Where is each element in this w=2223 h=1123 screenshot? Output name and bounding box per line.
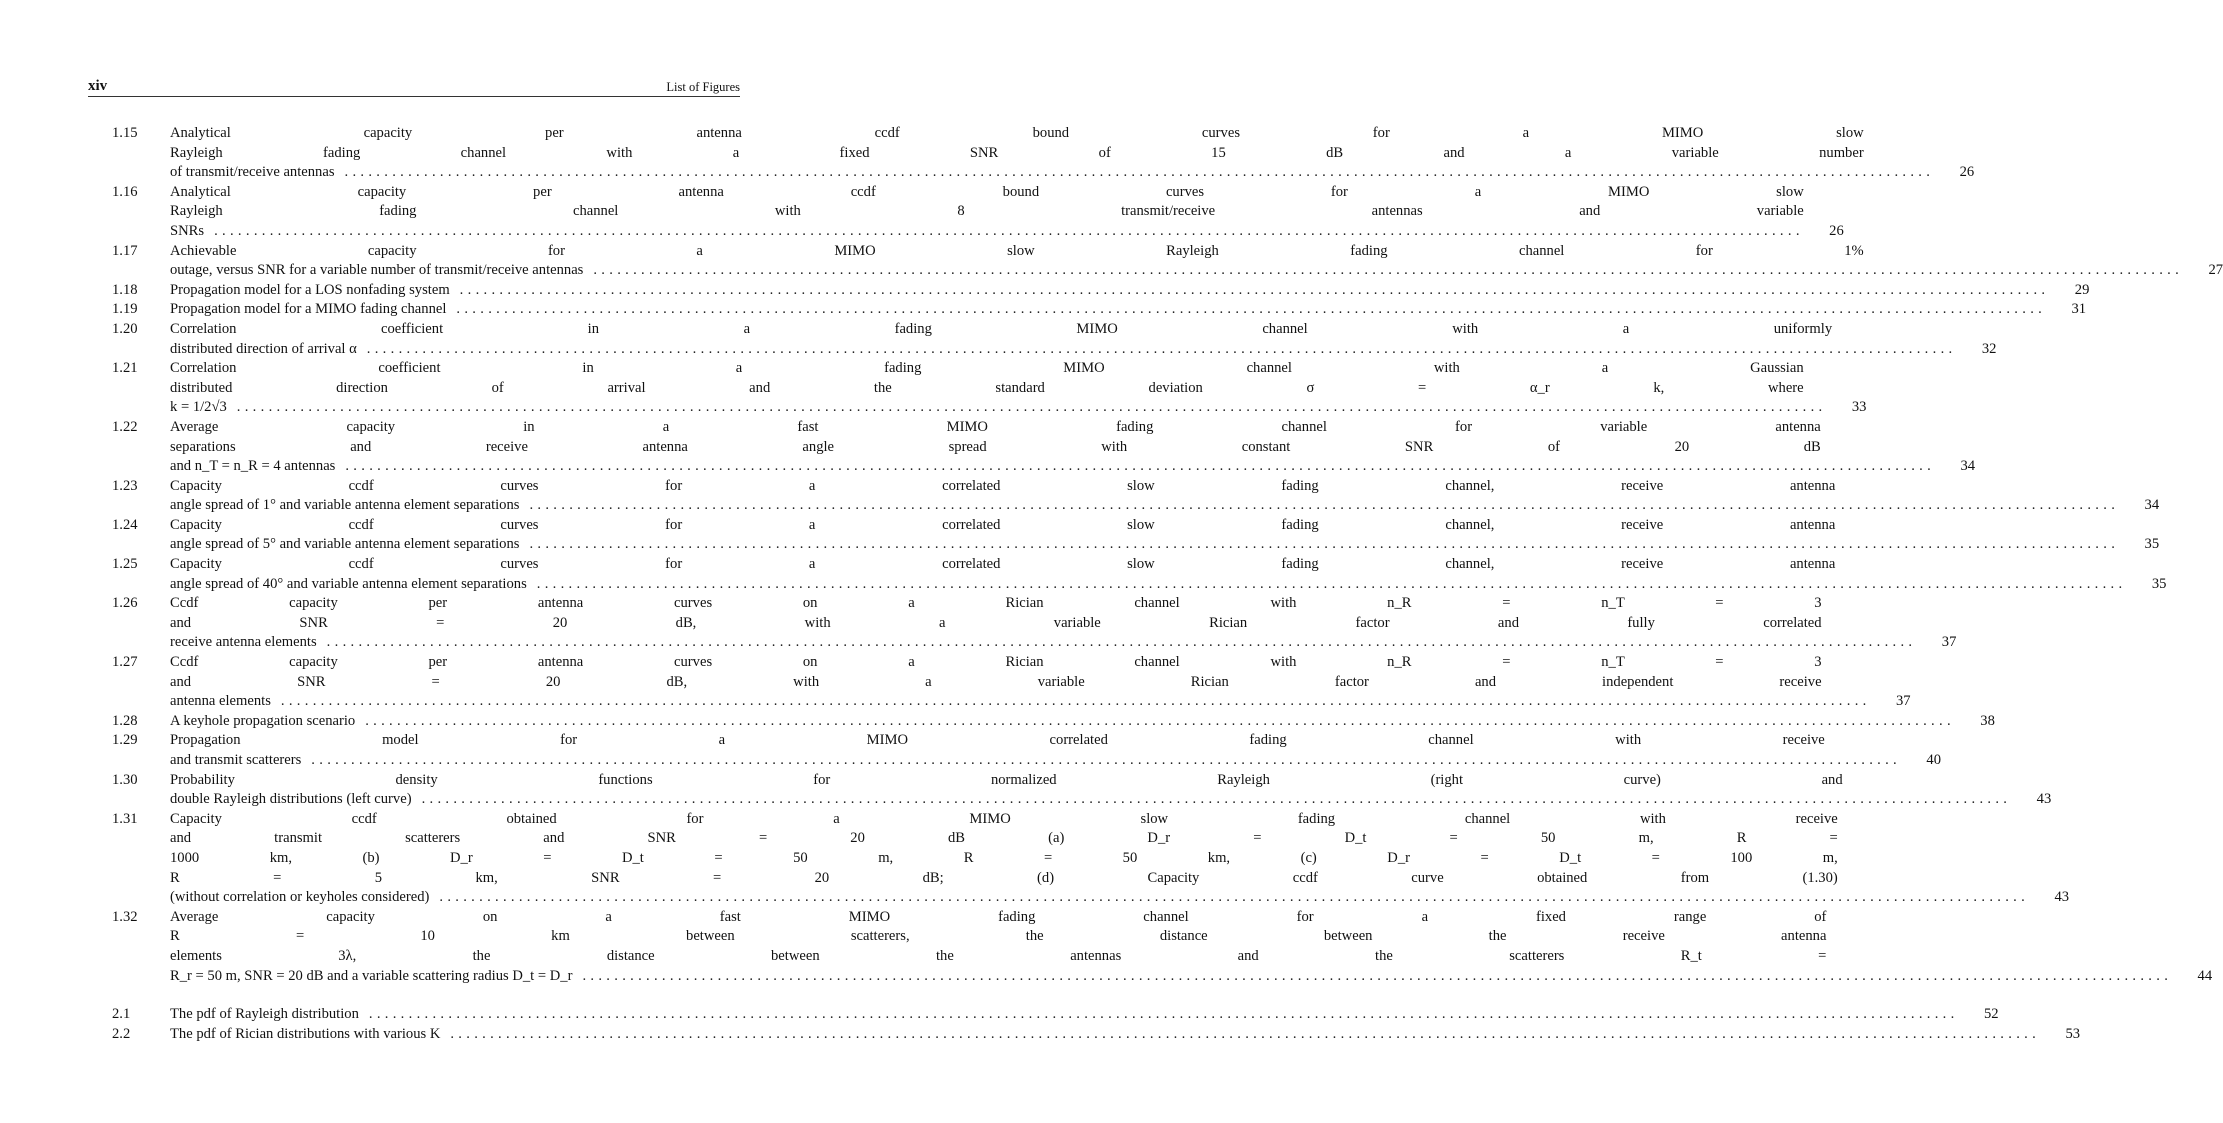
chapter-gap [112,986,741,1005]
figure-number: 1.23 [112,477,138,494]
page-ref-spacer [1804,202,1844,222]
caption-line [170,496,2160,516]
figure-caption [170,418,1976,477]
figure-entry [112,810,2070,908]
caption-line [170,771,1883,791]
figure-entry [112,477,2160,516]
figure-number: 1.21 [112,360,138,377]
page-ref: 34 [2144,497,2160,514]
page-ref-spacer [1825,731,1865,751]
caption-text: R_r = 50 m, SNR = 20 dB and a variable scattering radius D_t = D_r [170,967,573,984]
page-ref-spacer [1826,947,1866,967]
page-ref: 52 [1983,1006,1999,1023]
caption-line [170,242,1904,262]
caption-line [170,163,1975,183]
figure-caption [170,594,1957,653]
figure-number: 2.2 [112,1025,131,1042]
figure-entry [112,359,1867,418]
caption-text: Propagation model for a LOS nonfading system [170,281,450,298]
page-ref: 38 [1980,712,1995,729]
figure-entry [112,1005,1999,1025]
figure-entry [112,771,2052,810]
caption-line [170,379,1844,399]
page-ref-spacer [1838,810,1878,830]
caption-text: of transmit/receive antennas [170,164,335,181]
figure-caption [170,555,2167,594]
figure-number: 1.31 [112,810,138,827]
caption-line [170,261,2223,281]
page-ref-spacer [1826,927,1866,947]
caption-line [170,300,2087,320]
caption-line [170,1025,2081,1045]
figure-caption [170,183,1844,242]
figure-number: 1.28 [112,712,138,729]
page-ref: 29 [2074,281,2090,298]
figure-caption [170,281,2090,301]
caption-line [170,144,1904,164]
page-ref: 43 [2054,889,2070,906]
caption-text: elements 3λ, the distance between the antennas and the scatterers R_t = [170,947,1827,964]
caption-line [170,418,1861,438]
page-ref: 35 [2151,575,2167,592]
page-ref: 33 [1851,399,1867,416]
running-header [88,76,740,97]
page-ref-spacer [1843,771,1883,791]
caption-text: R = 5 km, SNR = 20 dB; (d) Capacity ccdf curve obtained from (1.30) [170,869,1838,886]
dot-leader: ........................................................................................................................................................................................................ [214,222,1804,239]
caption-line [170,281,2090,301]
caption-text: and transmit scatterers [170,752,302,768]
caption-text: k = 1/2√3 [170,399,227,416]
caption-line [170,869,1878,889]
caption-line [170,438,1861,458]
page-ref: 31 [2071,301,2087,318]
caption-text: The pdf of Rayleigh distribution [170,1006,359,1023]
figure-caption [170,300,2087,320]
figure-entry [112,731,1941,770]
figure-number: 1.27 [112,654,138,671]
caption-line [170,124,1904,144]
dot-leader: ........................................................................................................................................................................................................ [421,791,2012,808]
dot-leader: ........................................................................................................................................................................................................ [582,967,2173,984]
page-ref-spacer [1821,438,1861,458]
caption-line [170,751,1941,771]
figure-entry [112,183,1844,242]
figure-entry [112,594,1957,653]
figure-number: 1.32 [112,908,138,925]
caption-text: SNRs [170,222,205,239]
figure-number: 1.26 [112,595,138,612]
page-ref-spacer [1835,555,1875,575]
caption-line [170,947,1866,967]
caption-line [170,535,2160,555]
caption-text: Analytical capacity per antenna ccdf bound curves for a MIMO slow [170,183,1804,200]
figure-number: 1.16 [112,183,138,200]
page-ref: 34 [1960,458,1976,475]
caption-text: and n_T = n_R = 4 antennas [170,458,336,475]
caption-text: Propagation model for a MIMO fading channel [170,301,447,318]
page-ref-spacer [1838,849,1878,869]
dot-leader: ........................................................................................................................................................................................................ [529,536,2120,553]
page-ref: 37 [1896,693,1911,710]
page-ref-spacer [1838,869,1878,889]
figure-caption [170,810,2070,908]
caption-text: Achievable capacity for a MIMO slow Rayleigh fading channel for 1% [170,242,1864,259]
caption-text: receive antenna elements [170,634,317,651]
caption-line [170,731,1865,751]
caption-line [170,790,2052,810]
page-ref-spacer [1821,418,1861,438]
page-ref: 53 [2065,1025,2081,1042]
page-ref: 26 [1829,222,1844,239]
dot-leader: ........................................................................................................................................................................................................ [456,301,2047,318]
caption-line [170,712,1995,732]
dot-leader: ........................................................................................................................................................................................................ [459,281,2050,298]
dot-leader: ........................................................................................................................................................................................................ [345,458,1936,475]
figure-caption [170,516,2160,555]
list-of-figures [112,124,2223,1044]
figure-entry [112,1025,2081,1045]
caption-line [170,575,2167,595]
caption-line [170,222,1844,242]
caption-text: and SNR = 20 dB, with a variable Rician factor and independent receive [170,673,1822,690]
page-ref: 32 [1981,340,1997,357]
figure-caption [170,242,2223,281]
page-ref: 40 [1926,752,1941,768]
figure-caption [170,712,1995,732]
page-ref-spacer [1864,242,1904,262]
figure-number: 1.30 [112,771,138,788]
caption-text: Rayleigh fading channel with 8 transmit/receive antennas and variable [170,203,1804,220]
page-ref-spacer [1835,477,1875,497]
caption-text: Capacity ccdf curves for a correlated slow fading channel, receive antenna [170,477,1836,494]
dot-leader: ........................................................................................................................................................................................................ [368,1006,1959,1023]
caption-line [170,927,1866,947]
caption-text: Analytical capacity per antenna ccdf bound curves for a MIMO slow [170,125,1864,141]
caption-line [170,653,1862,673]
caption-text: outage, versus SNR for a variable number of transmit/receive antennas [170,262,584,279]
caption-text: angle spread of 40° and variable antenna element separations [170,575,527,592]
caption-line [170,516,1875,536]
caption-text: and transmit scatterers and SNR = 20 dB (a) D_r = D_t = 50 m, R = [170,830,1838,847]
caption-text: Ccdf capacity per antenna curves on a Rician channel with n_R = n_T = 3 [170,654,1822,671]
figure-entry [112,418,1976,477]
page-ref-spacer [1826,908,1866,928]
caption-line [170,320,1872,340]
figure-entry [112,300,2087,320]
caption-text: Capacity ccdf obtained for a MIMO slow fading channel with receive [170,810,1838,827]
caption-line [170,614,1862,634]
figure-caption [170,731,1941,770]
caption-line [170,810,1878,830]
caption-text: double Rayleigh distributions (left curve) [170,791,412,808]
figure-caption [170,771,2052,810]
page-ref-spacer [1864,144,1904,164]
figure-entry [112,555,2167,594]
figure-number: 1.15 [112,125,138,141]
figure-caption [170,124,1975,183]
figure-entry [112,712,1995,732]
caption-line [170,183,1844,203]
page-ref-spacer [1804,379,1844,399]
caption-text: Correlation coefficient in a fading MIMO channel with a uniformly [170,320,1833,337]
caption-text: Capacity ccdf curves for a correlated slow fading channel, receive antenna [170,556,1836,573]
caption-text: Correlation coefficient in a fading MIMO channel with a Gaussian [170,360,1804,377]
caption-line [170,202,1844,222]
caption-text: distributed direction of arrival and the standard deviation σ = α_r k, where [170,379,1804,396]
caption-text: distributed direction of arrival α [170,340,357,357]
dot-leader: ........................................................................................................................................................................................................ [593,262,2184,279]
dot-leader: ........................................................................................................................................................................................................ [236,399,1827,416]
page-ref-spacer [1832,320,1872,340]
caption-line [170,457,1976,477]
page-ref: 37 [1941,634,1957,651]
dot-leader: ........................................................................................................................................................................................................ [280,693,1871,710]
caption-line [170,829,1878,849]
page-ref-spacer [1822,653,1862,673]
running-title: List of Figures [666,80,740,94]
page-ref: 35 [2144,536,2160,553]
caption-text: R = 10 km between scatterers, the distance between the receive antenna [170,928,1827,945]
caption-text: and SNR = 20 dB, with a variable Rician factor and fully correlated [170,614,1822,631]
page-ref-spacer [1822,594,1862,614]
dot-leader: ........................................................................................................................................................................................................ [450,1025,2041,1042]
page-number-label: xiv [88,78,108,94]
dot-leader: ........................................................................................................................................................................................................ [439,889,2030,906]
figure-entry [112,242,2223,281]
caption-line [170,1005,1999,1025]
figure-entry [112,320,1997,359]
figure-number: 1.25 [112,556,138,573]
dot-leader: ........................................................................................................................................................................................................ [311,752,1901,768]
caption-text: The pdf of Rician distributions with various K [170,1025,441,1042]
caption-line [170,359,1844,379]
caption-text: Probability density functions for normalized Rayleigh (right curve) and [170,771,1843,788]
page-ref-spacer [1838,829,1878,849]
caption-text: antenna elements [170,693,271,710]
figure-number: 1.20 [112,320,138,337]
caption-text: 1000 km, (b) D_r = D_t = 50 m, R = 50 km, (c) D_r = D_t = 100 m, [170,849,1838,866]
dot-leader: ........................................................................................................................................................................................................ [366,340,1957,357]
caption-text: Rayleigh fading channel with a fixed SNR of 15 dB and a variable number [170,144,1864,161]
page-ref: 43 [2036,791,2052,808]
caption-text: Capacity ccdf curves for a correlated slow fading channel, receive antenna [170,516,1836,533]
caption-line [170,555,1875,575]
figure-caption [170,359,1867,418]
page-ref: 26 [1959,164,1975,181]
figure-number: 1.24 [112,516,138,533]
figure-caption [170,320,1997,359]
page-ref-spacer [1864,124,1904,144]
figure-entry [112,124,1975,183]
page-ref-spacer [1835,516,1875,536]
dot-leader: ........................................................................................................................................................................................................ [344,164,1935,181]
dot-leader: ........................................................................................................................................................................................................ [536,575,2127,592]
caption-line [170,673,1862,693]
figure-caption [170,908,2213,986]
figure-entry [112,516,2160,555]
figure-number: 1.22 [112,418,138,435]
caption-line [170,340,1997,360]
caption-text: Propagation model for a MIMO correlated fading channel with receive [170,732,1825,749]
figure-caption [170,1005,1999,1025]
caption-line [170,398,1867,418]
caption-line [170,633,1957,653]
caption-line [170,692,1911,712]
figure-number: 1.17 [112,242,138,259]
figure-caption [170,653,1911,712]
caption-line [170,908,1866,928]
page-ref: 44 [2197,967,2213,984]
figure-number: 1.29 [112,732,138,749]
caption-line [170,849,1878,869]
figure-entry [112,908,2213,986]
caption-text: Average capacity on a fast MIMO fading channel for a fixed range of [170,908,1827,925]
caption-text: separations and receive antenna angle spread with constant SNR of 20 dB [170,438,1821,455]
caption-text: (without correlation or keyholes considered) [170,889,430,906]
dot-leader: ........................................................................................................................................................................................................ [529,497,2120,514]
figure-entry [112,653,1911,712]
dot-leader: ........................................................................................................................................................................................................ [365,712,1955,729]
caption-line [170,477,1875,497]
page-ref-spacer [1822,673,1862,693]
figure-entry [112,281,2090,301]
page-ref: 27 [2208,262,2223,279]
figure-number: 1.18 [112,281,138,298]
caption-text: angle spread of 5° and variable antenna element separations [170,536,520,553]
figure-number: 1.19 [112,301,138,318]
figure-number: 2.1 [112,1006,131,1023]
page-ref-spacer [1804,183,1844,203]
caption-text: A keyhole propagation scenario [170,712,356,729]
figure-caption [170,477,2160,516]
figure-caption [170,1025,2081,1045]
caption-line [170,888,2070,908]
page-ref-spacer [1804,359,1844,379]
dot-leader: ........................................................................................................................................................................................................ [326,634,1917,651]
page-ref-spacer [1822,614,1862,634]
caption-text: angle spread of 1° and variable antenna element separations [170,497,520,514]
caption-line [170,967,2213,987]
caption-text: Ccdf capacity per antenna curves on a Rician channel with n_R = n_T = 3 [170,595,1822,612]
caption-line [170,594,1862,614]
caption-text: Average capacity in a fast MIMO fading channel for variable antenna [170,418,1821,435]
